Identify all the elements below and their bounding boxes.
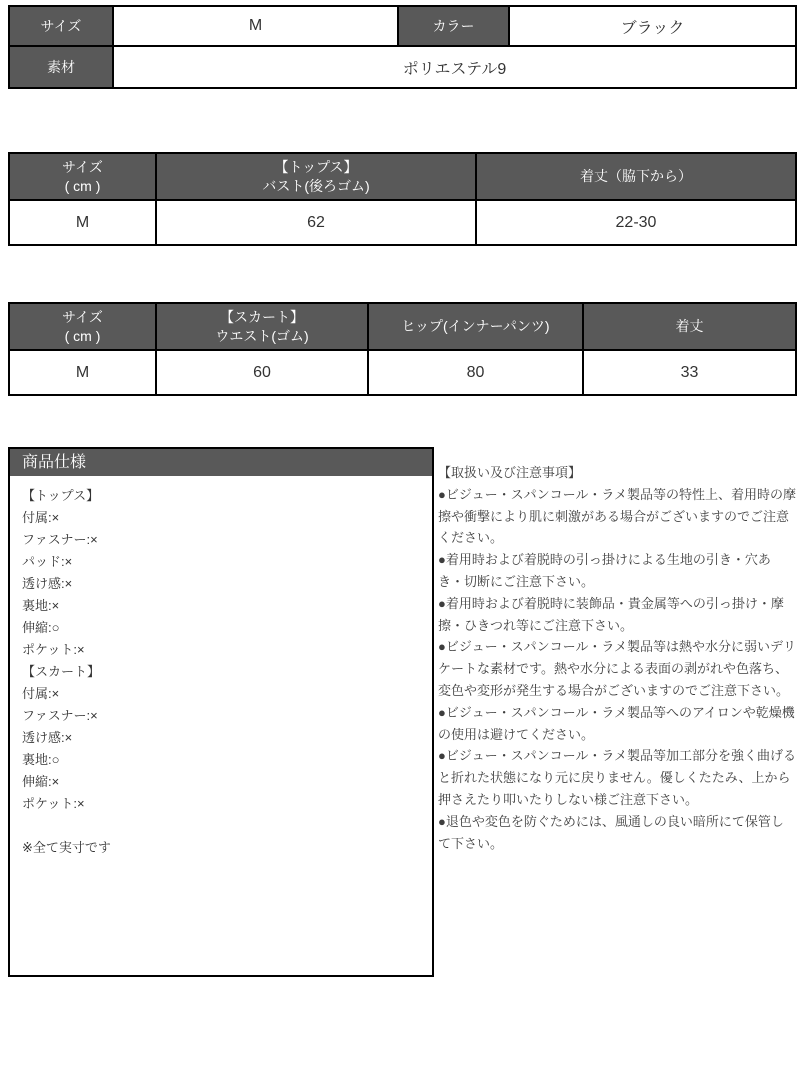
material-label-cell: 素材 (9, 46, 113, 88)
tops-length-cell: 22-30 (476, 200, 796, 245)
header-line: バスト(後ろゴム) (262, 177, 370, 194)
header-line: ( cm ) (64, 327, 101, 344)
size-color-material-table (8, 5, 797, 89)
spec-line: 伸縮:× (22, 774, 60, 789)
product-spec-panel (8, 447, 434, 977)
care-note-item: ●ビジュー・スパンコール・ラメ製品等加工部分を強く曲げると折れた状態になり元に戻りません。優しくたたみ、上から押さえたり叩いたりしない様ご注意下さい。 (438, 748, 796, 807)
spec-line: ポケット:× (22, 796, 85, 811)
table-row (9, 350, 796, 395)
skirt-length-cell: 33 (583, 350, 796, 395)
material-value-cell: ポリエステル9 (113, 46, 796, 88)
tops-measurements-table (8, 152, 797, 246)
header-line: サイズ (62, 158, 103, 175)
care-note-item: ●退色や変色を防ぐためには、風通しの良い暗所にて保管して下さい。 (438, 813, 784, 851)
spec-line: 裏地:○ (22, 752, 60, 767)
care-notes-title: 【取扱い及び注意事項】 (438, 465, 582, 480)
spec-line: 裏地:× (22, 598, 60, 613)
care-note-item: ●着用時および着脱時の引っ掛けによる生地の引き・穴あき・切断にご注意下さい。 (438, 552, 771, 589)
spec-line: パッド:× (22, 554, 73, 569)
spec-line: 【トップス】 (22, 488, 100, 503)
product-spec-list (10, 476, 432, 868)
spec-line: ※全て実寸です (22, 840, 111, 855)
skirt-waist-header-cell (156, 303, 368, 350)
table-header-row (9, 303, 796, 350)
tops-length-header-cell: 着丈（脇下から） (476, 153, 796, 200)
spec-line: 透け感:× (22, 576, 73, 591)
product-spec-title: 商品仕様 (10, 449, 432, 476)
skirt-hip-header-cell: ヒップ(インナーパンツ) (368, 303, 583, 350)
table-row (9, 6, 796, 46)
skirt-size-cell: M (9, 350, 156, 395)
skirt-waist-cell: 60 (156, 350, 368, 395)
spec-line (22, 815, 420, 837)
size-label-cell: サイズ (9, 6, 113, 46)
skirt-hip-cell: 80 (368, 350, 583, 395)
tops-size-header-cell (9, 153, 156, 200)
care-note-item: ●ビジュー・スパンコール・ラメ製品等は熱や水分に弱いデリケートな素材です。熱や水分による表面の剥がれや色落ち、変色や変形が発生する場合がございますのでご注意下さい。 (438, 639, 796, 698)
care-notes-section (438, 462, 796, 854)
tops-size-cell: M (9, 200, 156, 245)
table-row (9, 200, 796, 245)
skirt-measurements-table (8, 302, 797, 396)
table-header-row (9, 153, 796, 200)
tops-bust-header-cell (156, 153, 476, 200)
header-line: サイズ (62, 308, 103, 325)
header-line: ( cm ) (64, 177, 101, 194)
header-line: ウエスト(ゴム) (215, 327, 309, 344)
color-value-cell: ブラック (509, 6, 796, 46)
spec-line: 【スカート】 (22, 664, 101, 679)
size-value-cell: M (113, 6, 398, 46)
care-notes-list (438, 484, 796, 855)
care-note-item: ●ビジュー・スパンコール・ラメ製品等の特性上、着用時の摩擦や衝撃により肌に刺激がある場合がございますのでご注意ください。 (438, 486, 796, 546)
header-line: 【トップス】 (274, 158, 358, 175)
table-row (9, 46, 796, 88)
spec-line: ファスナー:× (22, 532, 98, 547)
spec-line: 透け感:× (22, 730, 73, 745)
spec-line: 付属:× (22, 686, 60, 701)
color-label-cell: カラー (398, 6, 509, 46)
spec-line: 伸縮:○ (22, 620, 60, 635)
care-note-item: ●着用時および着脱時に装飾品・貴金属等への引っ掛け・摩擦・ひきつれ等にご注意下さい。 (438, 595, 784, 633)
tops-bust-cell: 62 (156, 200, 476, 245)
spec-line: 付属:× (22, 510, 60, 525)
care-note-item: ●ビジュー・スパンコール・ラメ製品等へのアイロンや乾燥機の使用は避けてください。 (438, 704, 795, 742)
skirt-length-header-cell: 着丈 (583, 303, 796, 350)
spec-line: ポケット:× (22, 642, 85, 657)
spec-line: ファスナー:× (22, 708, 98, 723)
skirt-size-header-cell (9, 303, 156, 350)
header-line: 【スカート】 (220, 308, 304, 325)
